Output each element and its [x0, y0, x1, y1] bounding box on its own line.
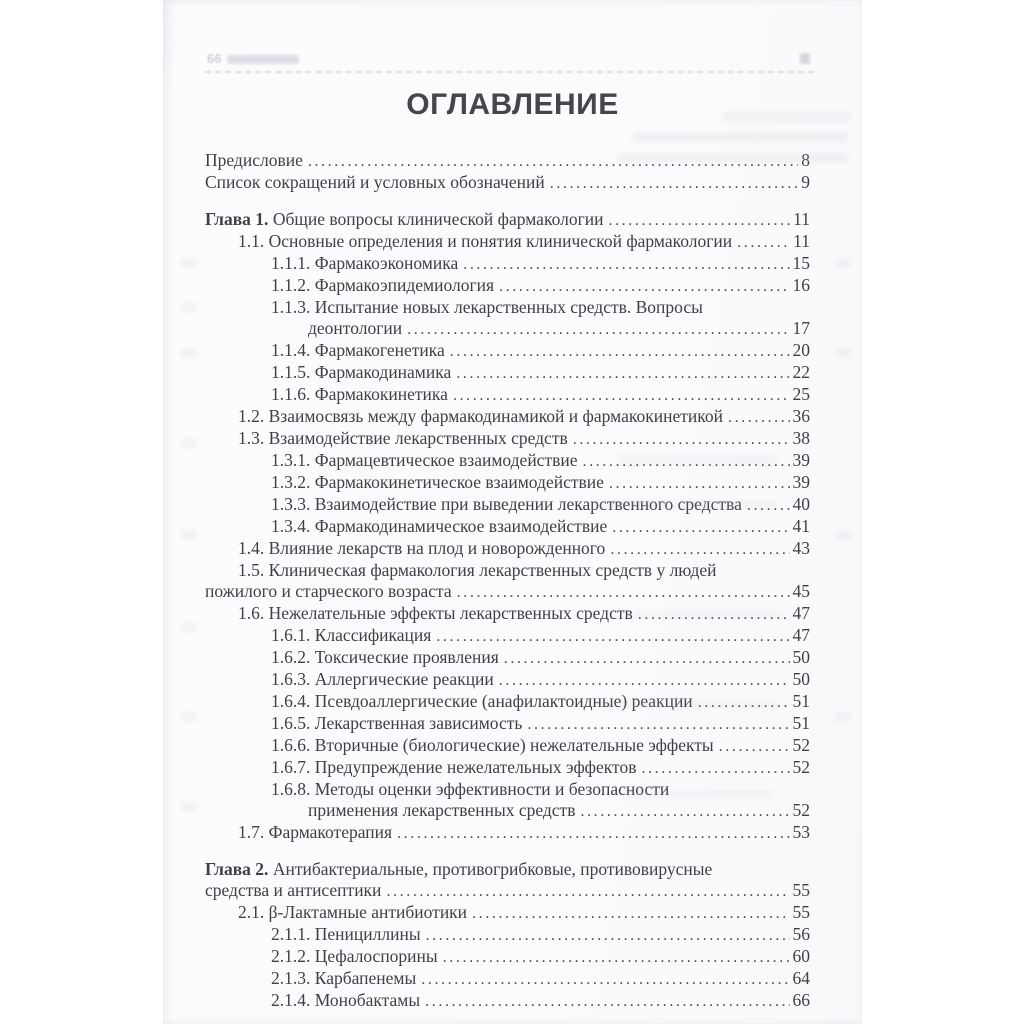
toc-row: [205, 231, 810, 253]
toc-entry: [205, 340, 810, 362]
toc-chapter-prefix: Глава 2.: [205, 859, 273, 879]
dot-leader: [425, 990, 789, 1012]
toc-text: 1.1.6. Фармакокинетика: [271, 384, 448, 404]
toc-text: средства и антисептики: [205, 880, 382, 900]
toc-row: [205, 340, 810, 362]
dot-leader: [386, 880, 789, 902]
toc-row: [205, 990, 810, 1012]
toc-text: Общие вопросы клинической фармакологии: [272, 209, 604, 229]
toc-text: 1.1.2. Фармакоэпидемиология: [271, 275, 495, 295]
toc-page-number: 47: [792, 603, 810, 623]
dot-leader: [421, 968, 789, 990]
toc-text: 1.1.3. Испытание новых лекарственных средств. Вопросы: [271, 297, 703, 317]
toc-page-number: 25: [792, 384, 810, 404]
toc-row: [205, 647, 810, 669]
dot-leader: [450, 340, 790, 362]
toc-page-number: 11: [793, 231, 810, 251]
toc-page-number: 52: [792, 735, 810, 755]
toc-text: 2.1.3. Карбапенемы: [271, 968, 417, 988]
toc-text: 1.6.5. Лекарственная зависимость: [271, 713, 523, 733]
bleed-through-page-number: 66: [207, 51, 299, 66]
dot-leader: [609, 472, 790, 494]
toc-row: [205, 362, 810, 384]
toc-entry: [205, 406, 810, 428]
toc-row: [205, 253, 810, 275]
toc-page-number: 39: [792, 472, 810, 492]
toc-text: 1.4. Влияние лекарств на плод и новорожденного: [238, 538, 606, 558]
toc-entry: [205, 560, 810, 603]
toc-entry: [205, 275, 810, 297]
toc-page-number: 52: [792, 800, 810, 820]
toc-page-number: 51: [792, 691, 810, 711]
toc-text: 1.1.1. Фармакоэкономика: [271, 253, 459, 273]
toc-text: 1.6.2. Токсические проявления: [271, 647, 499, 667]
toc-row: [205, 880, 810, 902]
dot-leader: [397, 822, 789, 844]
toc-row: [205, 318, 810, 340]
bleed-through-number: [181, 712, 197, 722]
toc-row: [205, 406, 810, 428]
toc-page-number: 39: [792, 450, 810, 470]
toc-text: Список сокращений и условных обозначений: [205, 172, 545, 192]
bleed-through-artifact: [633, 610, 783, 619]
toc-text: Антибактериальные, противогрибковые, противовирусные: [272, 859, 713, 879]
dot-leader: [472, 902, 789, 924]
bleed-through-number: [181, 348, 197, 358]
toc-row: [205, 384, 810, 406]
toc-text: 2.1.1. Пенициллины: [271, 924, 421, 944]
toc-entry: [205, 472, 810, 494]
toc-entry: [205, 990, 810, 1012]
bleed-through-number: [835, 348, 851, 358]
toc-entry: [205, 428, 810, 450]
toc-text: деонтологии: [308, 318, 403, 338]
toc-row: [205, 172, 810, 194]
toc-page-number: 50: [792, 647, 810, 667]
dot-leader: [608, 209, 790, 231]
toc-entry: [205, 859, 810, 902]
toc-page-number: 50: [792, 669, 810, 689]
toc-page-number: 8: [801, 150, 810, 170]
dot-leader: [443, 946, 790, 968]
toc-text: 1.5. Клиническая фармакология лекарственных средств у людей: [238, 560, 717, 580]
toc-page-number: 60: [792, 946, 810, 966]
bleed-through-artifact: [623, 790, 773, 799]
dot-leader: [504, 647, 790, 669]
bleed-through-number: [181, 530, 197, 540]
dot-leader: [550, 172, 799, 194]
toc-entry: [205, 669, 810, 691]
toc-row: [205, 946, 810, 968]
dot-leader: [612, 516, 789, 538]
toc-text: 1.6.4. Псевдоаллергические (анафилактоидные) реакции: [271, 691, 693, 711]
toc-entry: [205, 757, 810, 779]
toc-page-number: 53: [792, 822, 810, 842]
bleed-through-artifact: [618, 153, 848, 163]
toc-row: [205, 924, 810, 946]
dot-leader: [426, 924, 790, 946]
toc-page-number: 40: [792, 494, 810, 514]
book-page: [163, 0, 862, 1024]
toc-text: 1.2. Взаимосвязь между фармакодинамикой и фармакокинетикой: [238, 406, 723, 426]
toc-page-number: 55: [792, 902, 810, 922]
toc-row: [205, 735, 810, 757]
toc-text: 1.3.1. Фармацевтическое взаимодействие: [271, 450, 578, 470]
toc-entry: [205, 946, 810, 968]
toc-page-number: 17: [792, 318, 810, 338]
bleed-through-artifact: [723, 112, 851, 122]
dot-leader: [499, 669, 790, 691]
toc-page-number: 55: [792, 880, 810, 900]
toc-text: 1.3. Взаимодействие лекарственных средств: [238, 428, 568, 448]
bleed-through-artifact: [593, 500, 778, 509]
bleed-through-number: [835, 530, 851, 540]
dot-leader: [436, 625, 789, 647]
toc-text: 1.6.6. Вторичные (биологические) нежелательные эффекты: [271, 735, 714, 755]
dot-leader: [499, 275, 789, 297]
toc-entry: [205, 902, 810, 924]
bleed-through-number: [181, 622, 197, 632]
toc-page-number: 43: [792, 538, 810, 558]
toc-page-number: 66: [792, 990, 810, 1010]
toc-text: 1.1.5. Фармакодинамика: [271, 362, 452, 382]
toc-row: [205, 209, 810, 231]
toc-text: 1.3.2. Фармакокинетическое взаимодействие: [271, 472, 604, 492]
dot-leader: [456, 362, 789, 384]
dot-leader: [457, 581, 790, 603]
toc-page-number: 9: [801, 172, 810, 192]
toc-text: 1.6.3. Аллергические реакции: [271, 669, 494, 689]
dot-leader: [641, 757, 789, 779]
toc-entry: [205, 362, 810, 384]
toc-entry: [205, 516, 810, 538]
bleed-through-artifact: [618, 455, 778, 464]
toc-entry: [205, 779, 810, 822]
bleed-through-artifact: [633, 132, 848, 142]
dot-leader: [573, 428, 790, 450]
dot-leader: [463, 253, 789, 275]
toc-entry: [205, 384, 810, 406]
toc-entry: [205, 297, 810, 340]
dot-leader: [407, 318, 789, 340]
toc-row: [205, 968, 810, 990]
dot-leader: [610, 538, 789, 560]
toc-entry: [205, 538, 810, 560]
toc-row: [205, 538, 810, 560]
bleed-through-mark: [800, 53, 810, 64]
toc-text: 1.6.7. Предупреждение нежелательных эффектов: [271, 757, 637, 777]
toc-row: [205, 713, 810, 735]
toc-row: [205, 516, 810, 538]
toc-text: 1.3.4. Фармакодинамическое взаимодействие: [271, 516, 608, 536]
toc-text: 2.1. β-Лактамные антибиотики: [238, 902, 468, 922]
toc-entry: [205, 647, 810, 669]
bleed-through-rule: [205, 71, 814, 73]
dot-leader: [527, 713, 789, 735]
toc-row: [205, 669, 810, 691]
toc-row: [205, 822, 810, 844]
toc-row: [205, 800, 810, 822]
bleed-through-word: [227, 55, 299, 64]
toc-page-number: 45: [792, 581, 810, 601]
toc-text: 1.7. Фармакотерапия: [238, 822, 393, 842]
bleed-through-number: [181, 258, 197, 268]
toc-page-number: 52: [792, 757, 810, 777]
dot-leader: [719, 735, 790, 757]
toc-text: 1.6.8. Методы оценки эффективности и безопасности: [271, 779, 670, 799]
toc-page-number: 38: [792, 428, 810, 448]
dot-leader: [737, 231, 790, 253]
toc-text: 2.1.4. Монобактамы: [271, 990, 421, 1010]
toc-row: [205, 297, 810, 318]
toc-text: 1.6.1. Классификация: [271, 625, 432, 645]
toc-row: [205, 428, 810, 450]
toc-entry: [205, 172, 810, 194]
bleed-through-number: [181, 802, 197, 812]
toc-page-number: 64: [792, 968, 810, 988]
dot-leader: [453, 384, 790, 406]
toc-page-number: 15: [792, 253, 810, 273]
toc-page-number: 51: [792, 713, 810, 733]
toc-row: [205, 902, 810, 924]
bleed-through-artifact: [603, 700, 778, 709]
toc-text: 1.6. Нежелательные эффекты лекарственных средств: [238, 603, 633, 623]
toc-entry: [205, 822, 810, 844]
toc-page-number: 20: [792, 340, 810, 360]
toc-entry: [205, 231, 810, 253]
toc-page-number: 36: [792, 406, 810, 426]
toc-row: [205, 275, 810, 297]
bleed-through-number: [835, 712, 851, 722]
toc-text: 2.1.2. Цефалоспорины: [271, 946, 438, 966]
toc-text: применения лекарственных средств: [308, 800, 576, 820]
toc-page-number: 22: [792, 362, 810, 382]
toc-entry: [205, 209, 810, 231]
toc-page-number: 11: [793, 209, 810, 229]
toc-page-number: 56: [792, 924, 810, 944]
dot-leader: [728, 406, 790, 428]
toc-text: 1.3.3. Взаимодействие при выведении лекарственного средства: [271, 494, 742, 514]
toc-entry: [205, 713, 810, 735]
toc-text: Предисловие: [205, 150, 303, 170]
toc-page-number: 47: [792, 625, 810, 645]
toc-chapter-prefix: Глава 1.: [205, 209, 273, 229]
toc-row: [205, 757, 810, 779]
toc-list: [205, 150, 810, 1012]
toc-row: [205, 472, 810, 494]
toc-entry: [205, 625, 810, 647]
toc-text: пожилого и старческого возраста: [205, 581, 452, 601]
toc-text: 1.1. Основные определения и понятия клинической фармакологии: [238, 231, 733, 251]
bleed-through-header: [207, 50, 810, 66]
bleed-through-number: [835, 258, 851, 268]
dot-leader: [580, 800, 789, 822]
toc-text: 1.1.4. Фармакогенетика: [271, 340, 445, 360]
toc-row: [205, 560, 810, 581]
toc-entry: [205, 253, 810, 275]
toc-page-number: 41: [792, 516, 810, 536]
page-title: ОГЛАВЛЕНИЕ: [406, 88, 619, 121]
bleed-through-number: [181, 302, 197, 312]
toc-row: [205, 581, 810, 603]
toc-page-number: 16: [792, 275, 810, 295]
toc-entry: [205, 735, 810, 757]
toc-row: [205, 625, 810, 647]
toc-entry: [205, 968, 810, 990]
toc-row: [205, 859, 810, 880]
bleed-through-number: [181, 438, 197, 448]
toc-entry: [205, 924, 810, 946]
